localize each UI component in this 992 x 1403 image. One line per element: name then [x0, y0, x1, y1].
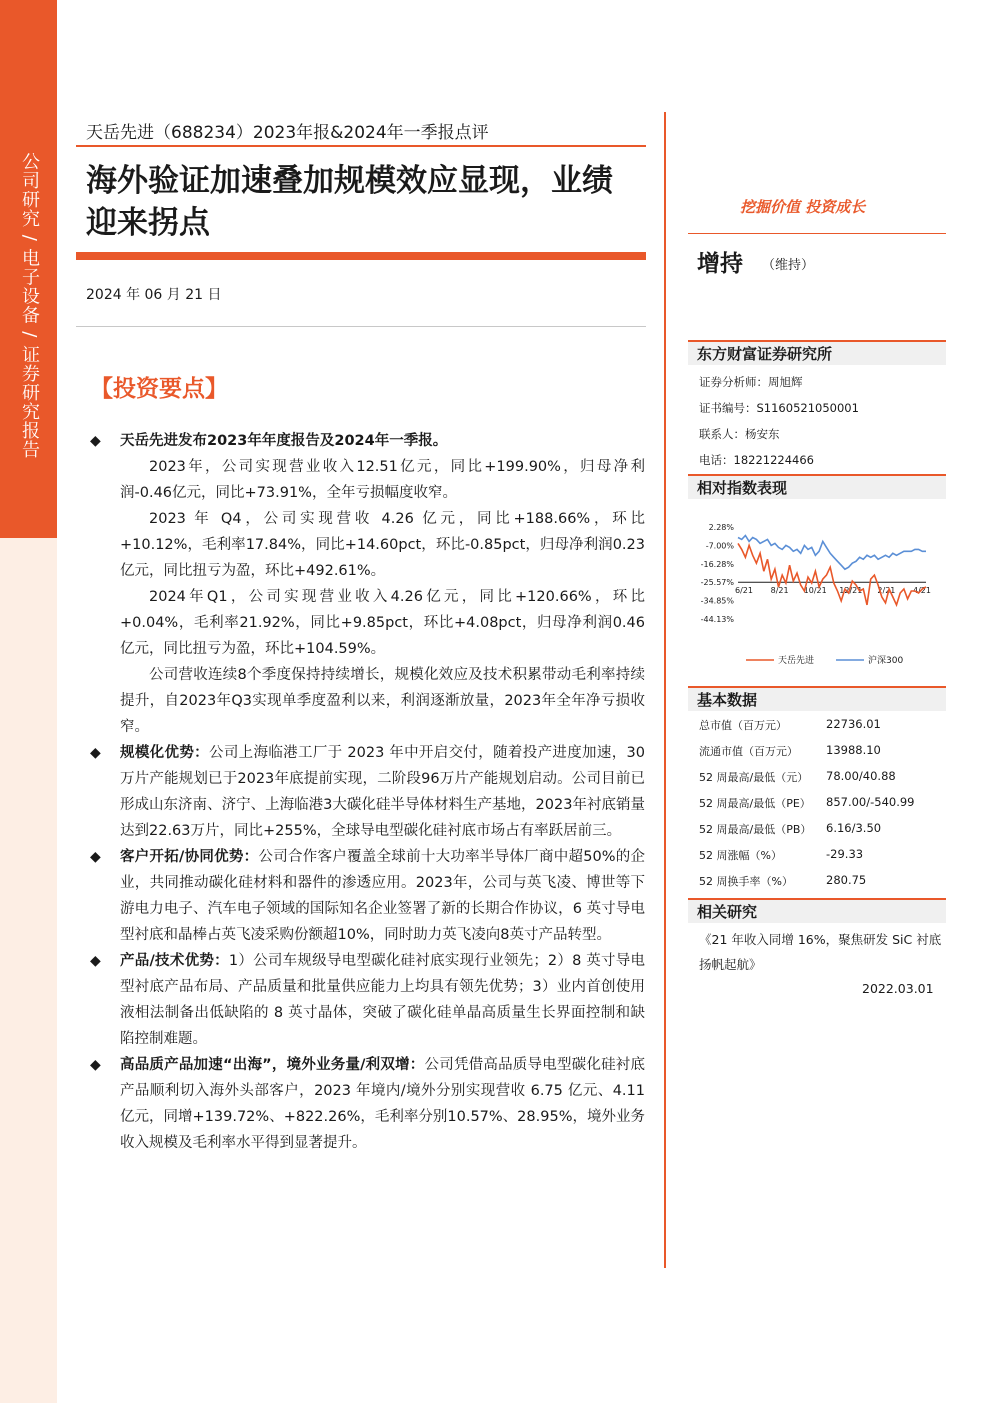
bullet-item	[90, 948, 645, 1052]
report-date: 2024 年 06 月 21 日	[86, 287, 222, 303]
bullet-item	[90, 844, 645, 948]
investment-points	[90, 428, 645, 1156]
y-tick-label: -34.85%	[700, 596, 734, 606]
series-line-1	[738, 543, 926, 605]
bullet-item	[90, 428, 645, 454]
title-divider	[76, 252, 646, 260]
chart-heading: 相对指数表现	[688, 474, 946, 499]
phone-number: 电话：18221224466	[699, 453, 814, 467]
date-divider	[76, 326, 646, 327]
x-tick-label: 6/21	[735, 586, 753, 596]
y-tick-label: -16.28%	[700, 559, 734, 569]
institute-heading: 东方财富证券研究所	[688, 340, 946, 365]
diamond-bullet-icon: ◆	[90, 745, 101, 761]
x-tick-label: 10/21	[803, 586, 827, 596]
paragraph: 公司营收连续8个季度保持持续增长，规模化效应及技术积累带动毛利率持续提升，自2023年Q3实现单季度盈利以来，利润逐渐放量，2023年全年净亏损收窄。	[120, 667, 645, 735]
relative-index-chart	[688, 512, 946, 682]
legend-label: 天岳先进	[778, 656, 815, 666]
y-tick-label: -25.57%	[700, 578, 734, 588]
bullet-text: 公司上海临港工厂于 2023 年中开启交付，随着投产进度加速，30万片产能规划已于2023年底提前实现，二阶段96万片产能规划启动。公司目前已形成山东济南、济宁、上海临港3大碳化硅半导体材料生产基地，2023年衬底销量达到22.63万片，同比+255%，全球导电型碳化硅衬底市场占有率跃居前三。	[120, 745, 646, 839]
chart-svg	[688, 512, 946, 682]
bullet-title: 高品质产品加速“出海”，境外业务量/利双增：	[120, 1057, 425, 1073]
paragraph: 2023 年 Q4，公司实现营收 4.26 亿元，同比+188.66%，环比+10.12%，毛利率17.84%，同比+14.60pct，环比-0.85pct，归母净利润0.23亿元，同比扭亏为盈，环比+492.61%。	[120, 511, 645, 579]
x-tick-label: 4/21	[913, 586, 931, 596]
report-type: 天岳先进（688234）2023年报&2024年一季报点评	[86, 123, 489, 143]
slogan: 挖掘价值 投资成长	[740, 198, 866, 216]
rating-status: （维持）	[762, 258, 815, 273]
table-row: 52 周涨幅（%） -29.33	[699, 847, 864, 862]
legend-label: 沪深300	[868, 656, 904, 666]
page-title: 海外验证加速叠加规模效应显现，业绩迎来拐点	[86, 163, 613, 241]
section-heading: 【投资要点】	[90, 376, 228, 402]
x-tick-label: 12/21	[839, 586, 863, 596]
related-report-link[interactable]: 《21 年收入同增 16%，聚焦研发 SiC 衬底扬帆起航》	[699, 932, 942, 972]
table-row: 流通市值（百万元） 13988.10	[699, 743, 881, 758]
table-row: 52 周最高/最低（元） 78.00/40.88	[699, 769, 896, 784]
bullet-text: 公司合作客户覆盖全球前十大功率半导体厂商中超50%的企业，共同推动碳化硅材料和器件的渗透应用。2023年，公司与英飞凌、博世等下游电力电子、汽车电子领域的国际知名企业签署了新的长期合作协议，6 英寸导电型衬底和晶棒占英飞凌采购份额超10%，同时助力英飞凌向8英寸产品转型。	[120, 849, 645, 943]
related-report-date: 2022.03.01	[862, 981, 934, 996]
y-tick-label: -44.13%	[700, 615, 734, 624]
diamond-bullet-icon: ◆	[90, 849, 101, 865]
table-row: 52 周最高/最低（PE） 857.00/-540.99	[699, 795, 915, 810]
bullet-item	[90, 1052, 645, 1156]
x-tick-label: 8/21	[770, 586, 789, 596]
rating: 增持	[697, 251, 743, 277]
diamond-bullet-icon: ◆	[90, 1057, 101, 1073]
paragraph: 2023年，公司实现营业收入12.51亿元，同比+199.90%，归母净利润-0.46亿元，同比+73.91%，全年亏损幅度收窄。	[120, 459, 645, 501]
analyst: 证券分析师：周旭辉	[699, 375, 803, 389]
bullet-title: 产品/技术优势：	[120, 953, 229, 969]
bullet-item	[90, 740, 645, 844]
table-row: 52 周换手率（%） 280.75	[699, 873, 867, 888]
contact-person: 联系人：杨安东	[699, 427, 780, 441]
certificate-number: 证书编号：S1160521050001	[699, 401, 859, 415]
header-divider	[76, 145, 646, 147]
y-tick-label: 2.28%	[708, 523, 734, 532]
side-category-label: 公司研究 / 电子设备 / 证券研究报告	[19, 152, 40, 460]
paragraph: 2024年Q1，公司实现营业收入4.26亿元，同比+120.66%，环比+0.04%，毛利率21.92%，同比+9.85pct，环比+4.08pct，归母净利润0.46亿元，同比扭亏为盈，环比+104.59%。	[120, 589, 645, 657]
bullet-text: 公司凭借高品质导电型碳化硅衬底产品顺利切入海外头部客户，2023 年境内/境外分别实现营收 6.75 亿元、4.11 亿元，同增+139.72%、+822.26%，毛利率分别10.57%、28.95%，境外业务收入规模及毛利率水平得到显著提升。	[120, 1057, 646, 1151]
table-row: 总市值（百万元） 22736.01	[699, 717, 881, 732]
bullet-title: 客户开拓/协同优势：	[120, 849, 259, 865]
y-tick-label: -7.00%	[705, 541, 734, 551]
bullet-title: 天岳先进发布2023年年度报告及2024年一季报。	[120, 433, 448, 449]
bullet-title: 规模化优势：	[120, 745, 209, 761]
related-research-heading: 相关研究	[688, 898, 946, 923]
diamond-bullet-icon: ◆	[90, 433, 101, 449]
diamond-bullet-icon: ◆	[90, 953, 101, 969]
rating-divider-top	[688, 233, 946, 234]
column-separator	[664, 112, 666, 1268]
basic-data-heading: 基本数据	[688, 686, 946, 711]
table-row: 52 周最高/最低（PB） 6.16/3.50	[699, 821, 882, 836]
bullet-text: 1）公司车规级导电型碳化硅衬底实现行业领先；2）8 英寸导电型衬底产品布局、产品质量和批量供应能力上均具有领先优势；3）业内首创使用液相法制备出低缺陷的 8 英寸晶体，突破了碳化硅单晶高质量生长界面控制和缺陷控制难题。	[120, 953, 645, 1047]
x-tick-label: 2/21	[877, 586, 896, 596]
